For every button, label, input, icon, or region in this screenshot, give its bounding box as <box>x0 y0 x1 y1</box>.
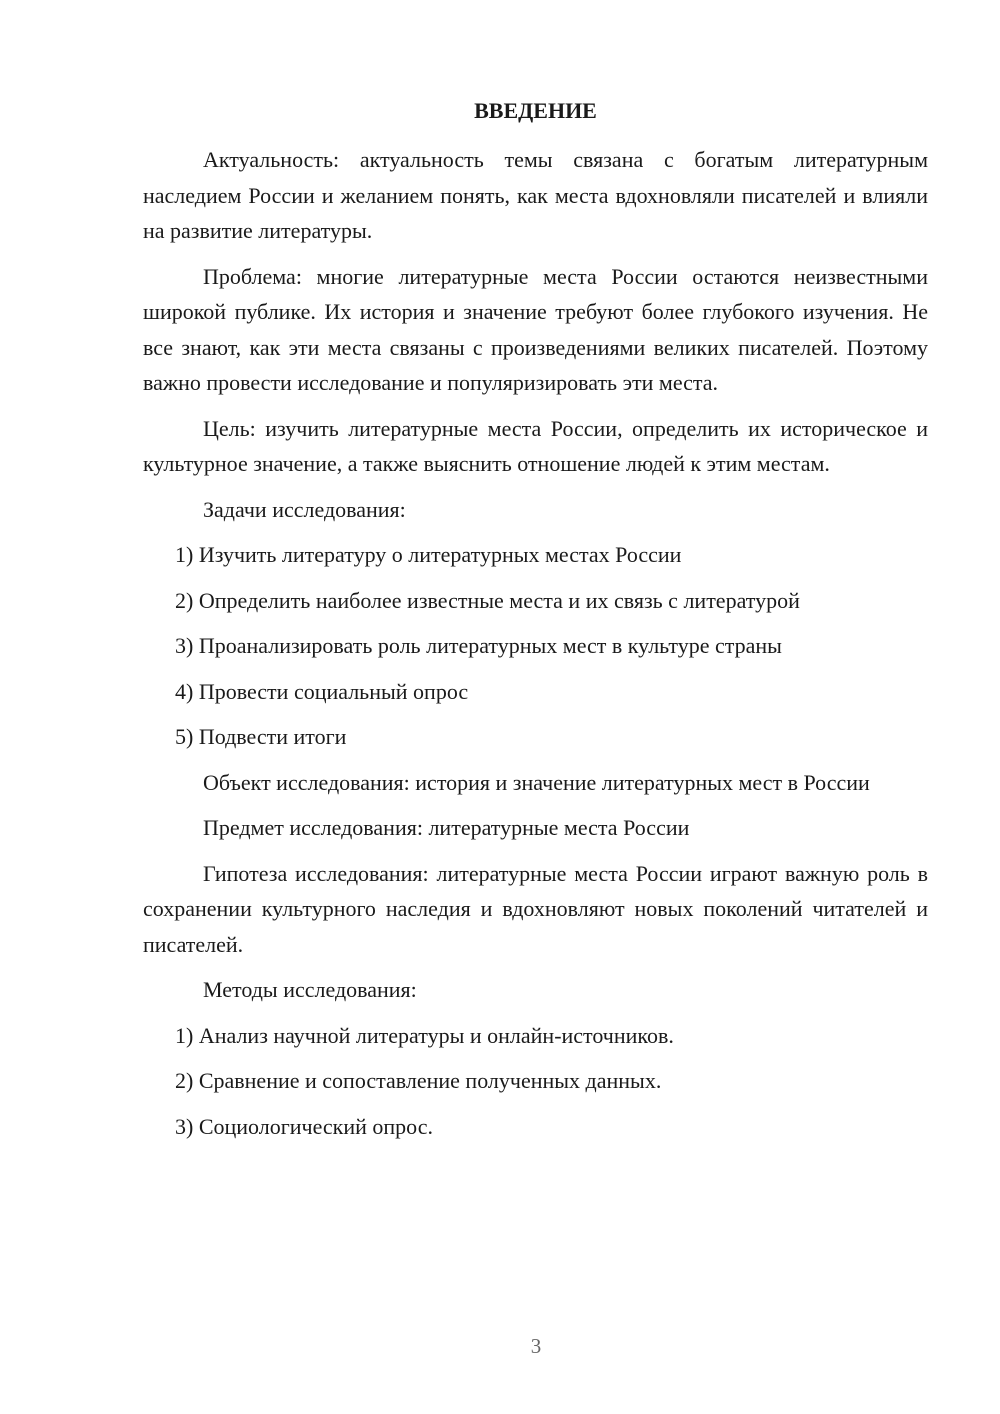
task-list-item: 4) Провести социальный опрос <box>175 678 469 704</box>
problem-paragraph: Проблема: многие литературные места России остаются неизвестными широкой публике. Их история и значение требуют более глубокого изучения. Не все знают, как эти места связаны с произведениями великих писателей. Поэтому важно провести исследование и популяризировать эти места. <box>143 263 928 395</box>
task-list-item: 5) Подвести итоги <box>175 724 347 749</box>
document-body <box>143 142 928 1154</box>
task-list-item: 2) Определить наиболее известные места и их связь с литературой <box>175 587 800 613</box>
task-list-item: 3) Проанализировать роль литературных мест в культуре страны <box>175 633 782 658</box>
subject-paragraph: Предмет исследования: литературные места России <box>203 815 690 840</box>
method-list-item: 3) Социологический опрос. <box>175 1113 433 1139</box>
page-number: 3 <box>530 1334 542 1358</box>
relevance-paragraph: Актуальность: актуальность темы связана с богатым литературным наследием России и желанием понять, как места вдохновляли писателей и влияли на развитие литературы. <box>143 147 928 243</box>
hypothesis-paragraph: Гипотеза исследования: литературные места России играют важную роль в сохранении культурного наследия и вдохновляют новых поколений читателей и писателей. <box>143 860 928 957</box>
goal-paragraph: Цель: изучить литературные места России, определить их историческое и культурное значение, а также выяснить отношение людей к этим местам. <box>143 415 928 476</box>
method-list-item: 2) Сравнение и сопоставление полученных данных. <box>175 1068 662 1093</box>
object-paragraph: Объект исследования: история и значение литературных мест в России <box>203 769 870 795</box>
tasks-heading: Задачи исследования: <box>203 496 406 522</box>
method-list-item: 1) Анализ научной литературы и онлайн-источников. <box>175 1022 674 1048</box>
methods-heading: Методы исследования: <box>203 977 417 1002</box>
section-title: ВВЕДЕНИЕ <box>474 98 597 123</box>
task-list-item: 1) Изучить литературу о литературных местах России <box>175 542 682 567</box>
